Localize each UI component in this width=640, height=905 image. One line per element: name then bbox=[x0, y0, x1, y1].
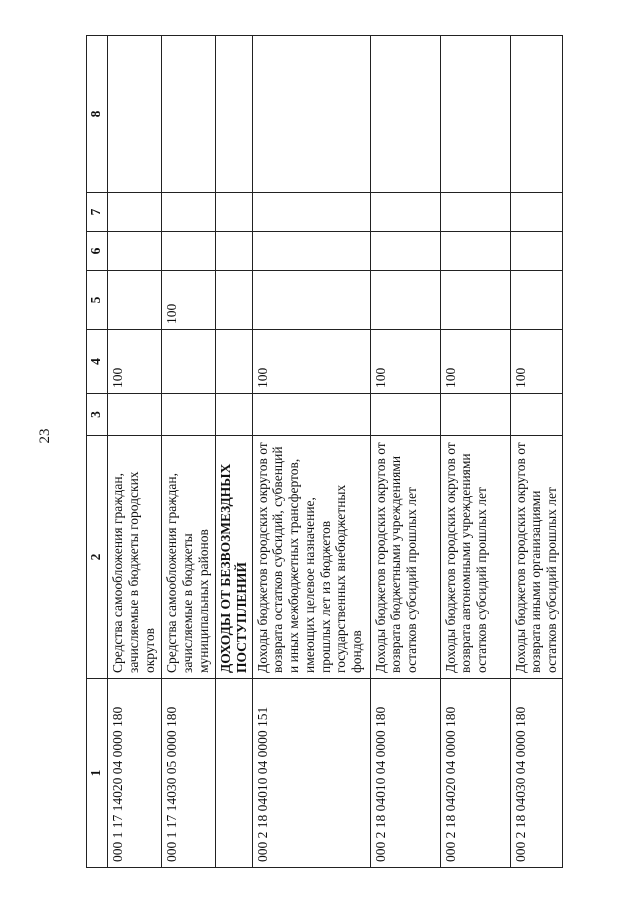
header-cell-1: 1 bbox=[87, 679, 108, 868]
col4-cell: 100 bbox=[370, 330, 440, 394]
col7-cell bbox=[510, 193, 562, 232]
col3-cell bbox=[162, 394, 216, 436]
col6-cell bbox=[370, 232, 440, 271]
col7-cell bbox=[162, 193, 216, 232]
col4-cell bbox=[216, 330, 253, 394]
col8-cell bbox=[162, 36, 216, 193]
header-row bbox=[87, 36, 108, 868]
col8-cell bbox=[108, 36, 162, 193]
col4-cell: 100 bbox=[108, 330, 162, 394]
col4-cell: 100 bbox=[252, 330, 370, 394]
col6-cell bbox=[216, 232, 253, 271]
col3-cell bbox=[252, 394, 370, 436]
col3-cell bbox=[510, 394, 562, 436]
header-cell-2: 2 bbox=[87, 436, 108, 679]
description-cell: Доходы бюджетов городских округов от возврата автономными учреждениями остатков субсидий прошлых лет bbox=[440, 436, 510, 679]
col5-cell bbox=[370, 271, 440, 330]
col7-cell bbox=[108, 193, 162, 232]
table-row bbox=[440, 36, 510, 868]
col4-cell bbox=[162, 330, 216, 394]
section-heading-cell: ДОХОДЫ ОТ БЕЗВОЗМЕЗДНЫХ ПОСТУПЛЕНИЙ bbox=[216, 436, 253, 679]
col7-cell bbox=[440, 193, 510, 232]
table-row bbox=[216, 36, 253, 868]
header-cell-3: 3 bbox=[87, 394, 108, 436]
col8-cell bbox=[252, 36, 370, 193]
col7-cell bbox=[216, 193, 253, 232]
table-row bbox=[162, 36, 216, 868]
col4-cell: 100 bbox=[510, 330, 562, 394]
description-cell: Средства самообложения граждан, зачисляемые в бюджеты городских округов bbox=[108, 436, 162, 679]
col3-cell bbox=[216, 394, 253, 436]
col5-cell bbox=[252, 271, 370, 330]
budget-code-cell: 000 2 18 04010 04 0000 151 bbox=[252, 679, 370, 868]
col5-cell: 100 bbox=[162, 271, 216, 330]
rotated-table-container bbox=[86, 36, 560, 868]
header-cell-6: 6 bbox=[87, 232, 108, 271]
col6-cell bbox=[108, 232, 162, 271]
description-cell: Доходы бюджетов городских округов от возврата бюджетными учреждениями остатков субсидий прошлых лет bbox=[370, 436, 440, 679]
budget-code-cell: 000 1 17 14020 04 0000 180 bbox=[108, 679, 162, 868]
col4-cell: 100 bbox=[440, 330, 510, 394]
budget-code-cell: 000 1 17 14030 05 0000 180 bbox=[162, 679, 216, 868]
col3-cell bbox=[370, 394, 440, 436]
description-cell: Доходы бюджетов городских округов от возврата иными организациями остатков субсидий прошлых лет bbox=[510, 436, 562, 679]
description-cell: Доходы бюджетов городских округов от возврата остатков субсидий, субвенций и иных межбюджетных трансфертов, имеющих целевое назначение, прошлых лет из бюджетов государственных внебюджетных фондов bbox=[252, 436, 370, 679]
col8-cell bbox=[440, 36, 510, 193]
budget-code-cell: 000 2 18 04020 04 0000 180 bbox=[440, 679, 510, 868]
col3-cell bbox=[108, 394, 162, 436]
budget-code-cell bbox=[216, 679, 253, 868]
col6-cell bbox=[440, 232, 510, 271]
header-cell-7: 7 bbox=[87, 193, 108, 232]
budget-code-cell: 000 2 18 04010 04 0000 180 bbox=[370, 679, 440, 868]
revenue-table bbox=[86, 35, 563, 868]
col6-cell bbox=[510, 232, 562, 271]
header-cell-4: 4 bbox=[87, 330, 108, 394]
table-row bbox=[108, 36, 162, 868]
col6-cell bbox=[252, 232, 370, 271]
col7-cell bbox=[252, 193, 370, 232]
col6-cell bbox=[162, 232, 216, 271]
budget-code-cell: 000 2 18 04030 04 0000 180 bbox=[510, 679, 562, 868]
header-cell-8: 8 bbox=[87, 36, 108, 193]
col7-cell bbox=[370, 193, 440, 232]
col5-cell bbox=[510, 271, 562, 330]
description-cell: Средства самообложения граждан, зачисляемые в бюджеты муниципальных районов bbox=[162, 436, 216, 679]
col5-cell bbox=[216, 271, 253, 330]
col5-cell bbox=[108, 271, 162, 330]
col8-cell bbox=[216, 36, 253, 193]
table-row bbox=[370, 36, 440, 868]
col3-cell bbox=[440, 394, 510, 436]
col8-cell bbox=[370, 36, 440, 193]
col8-cell bbox=[510, 36, 562, 193]
page-number: 23 bbox=[37, 428, 53, 444]
col5-cell bbox=[440, 271, 510, 330]
header-cell-5: 5 bbox=[87, 271, 108, 330]
table-row bbox=[510, 36, 562, 868]
table-row bbox=[252, 36, 370, 868]
